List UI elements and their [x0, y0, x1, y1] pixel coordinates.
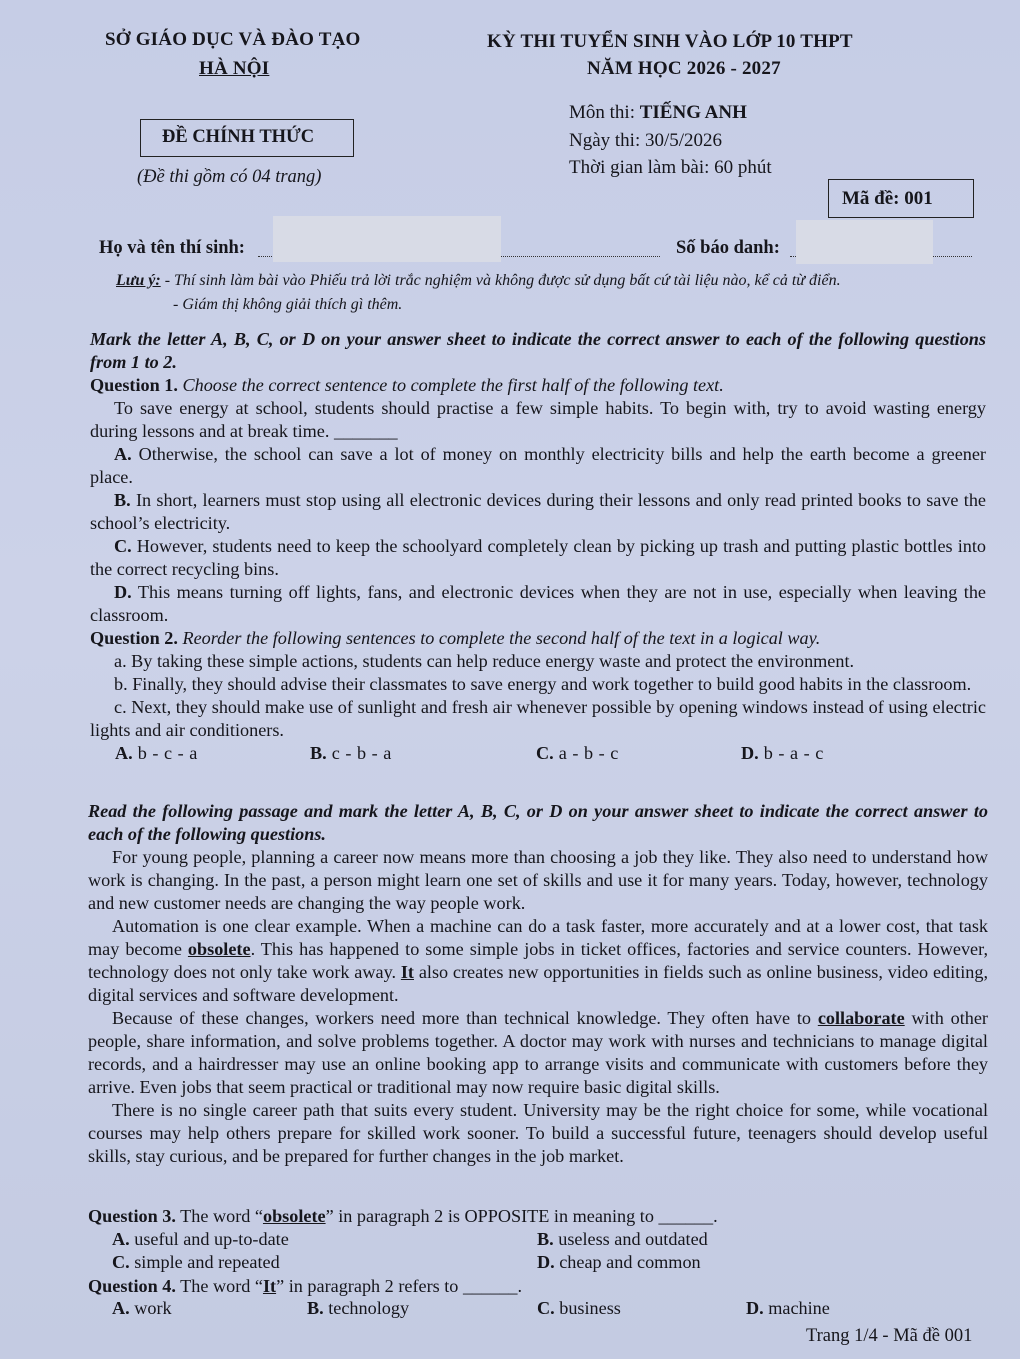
- q1-option-d-letter: D.: [114, 582, 132, 602]
- q3-option-a-text: useful and up-to-date: [129, 1229, 289, 1249]
- city-name: HÀ NỘI: [199, 58, 270, 79]
- passage-paragraph-3: [88, 1007, 988, 1099]
- exam-duration: Thời gian làm bài: 60 phút: [569, 157, 772, 178]
- q4-option-c[interactable]: [537, 1298, 621, 1319]
- question-1-passage: [90, 397, 986, 443]
- q3-option-b[interactable]: [537, 1229, 708, 1250]
- q4-option-a-letter: A.: [112, 1298, 130, 1318]
- q4-option-b-text: technology: [323, 1298, 410, 1318]
- q2-options-row: [90, 742, 986, 765]
- q3-option-a[interactable]: [112, 1229, 289, 1250]
- q1-option-b-text: In short, learners must stop using all electronic devices during their lessons and only read printed books to save the school’s electricity.: [90, 490, 986, 533]
- q4-option-d-text: machine: [763, 1298, 830, 1318]
- q2-sentence-c: c. Next, they should make use of sunlight and fresh air whenever possible by opening windows instead of using electric lights and air conditioners.: [90, 697, 986, 740]
- exam-title: KỲ THI TUYỂN SINH VÀO LỚP 10 THPT: [487, 31, 853, 52]
- exam-code-box: [828, 179, 974, 218]
- question-4-end: .: [517, 1276, 523, 1296]
- q4-option-b-letter: B.: [307, 1298, 324, 1318]
- page-count-note: (Đề thi gồm có 04 trang): [137, 167, 322, 187]
- q1-option-a-text: Otherwise, the school can save a lot of money on monthly electricity bills and help the earth become a greener place.: [90, 444, 986, 487]
- note-line-1: [116, 272, 841, 290]
- q2-option-b-text: c - b - a: [326, 743, 392, 763]
- q2-option-d-text: b - a - c: [758, 743, 824, 763]
- q2-option-a-text: b - c - a: [132, 743, 198, 763]
- redacted-id: [796, 220, 933, 264]
- question-3-label: Question 3.: [88, 1206, 176, 1226]
- official-label: ĐỀ CHÍNH THỨC: [162, 127, 315, 147]
- q4-option-d-letter: D.: [746, 1298, 764, 1318]
- q2-option-b[interactable]: [310, 742, 392, 765]
- question-4-word: It: [262, 1276, 277, 1296]
- q2-option-c-letter: C.: [536, 743, 554, 763]
- q1-option-a-letter: A.: [114, 444, 132, 464]
- section-2: [88, 800, 988, 1168]
- question-4: [88, 1275, 522, 1298]
- q2-option-c-text: a - b - c: [553, 743, 619, 763]
- official-exam-box: [140, 119, 354, 157]
- question-3-text-a: The word “: [175, 1206, 263, 1226]
- question-3-end: .: [713, 1206, 718, 1226]
- section-1-instruction: Mark the letter A, B, C, or D on your answer sheet to indicate the correct answer to each of the following questions from 1 to 2.: [90, 329, 986, 372]
- question-2-prompt: Reorder the following sentences to complete the second half of the text in a logical way.: [177, 628, 821, 648]
- question-1-prompt: Choose the correct sentence to complete the first half of the following text.: [177, 375, 724, 395]
- department-name: SỞ GIÁO DỤC VÀ ĐÀO TẠO: [105, 29, 361, 50]
- note-line-2: - Giám thị không giải thích gì thêm.: [173, 296, 403, 313]
- q3-option-b-text: useless and outdated: [553, 1229, 708, 1249]
- q3-option-d-text: cheap and common: [554, 1252, 701, 1272]
- highlight-word-obsolete: obsolete: [187, 939, 251, 959]
- q4-option-a[interactable]: [112, 1298, 172, 1319]
- q2-sentence-b: b. Finally, they should advise their classmates to save energy and work together to build good habits in the classroom.: [114, 674, 972, 694]
- question-3: [88, 1205, 718, 1228]
- question-4-blank: ______: [462, 1276, 518, 1296]
- paragraph-3-part-1: Because of these changes, workers need more than technical knowledge. They often have to: [112, 1008, 818, 1028]
- paragraph-2-part-1: Automation is one clear example. When a machine can do a task faster, more accurately and at a lower cost, that task may become: [88, 916, 988, 959]
- q3-option-b-letter: B.: [537, 1229, 554, 1249]
- school-year: NĂM HỌC 2026 - 2027: [587, 58, 781, 79]
- question-4-text-a: The word “: [175, 1276, 263, 1296]
- q3-option-d[interactable]: [537, 1252, 701, 1273]
- paragraph-2-part-3: also creates new opportunities in fields such as online business, video editing, digital services and software development.: [88, 962, 989, 1005]
- candidate-id-label: Số báo danh:: [676, 238, 780, 258]
- q3-option-c-letter: C.: [112, 1252, 130, 1272]
- q1-option-c[interactable]: [90, 535, 986, 581]
- highlight-word-it: It: [400, 962, 414, 982]
- q4-option-a-text: work: [129, 1298, 172, 1318]
- passage-paragraph-4: There is no single career path that suits every student. University may be the right choice for some, while vocational courses may help others prepare for skilled work sooner. To build a successful future, teenagers should develop useful skills, stay curious, and be prepared for further changes in the job market.: [88, 1100, 988, 1166]
- question-2: [90, 627, 986, 650]
- highlight-word-collaborate: collaborate: [817, 1008, 905, 1028]
- question-3-word: obsolete: [262, 1206, 326, 1226]
- q3-option-c-text: simple and repeated: [129, 1252, 280, 1272]
- subject-prefix: Môn thi:: [569, 102, 640, 123]
- subject-value: TIẾNG ANH: [639, 102, 747, 123]
- note-label: Lưu ý:: [116, 272, 161, 289]
- section-2-instruction: Read the following passage and mark the letter A, B, C, or D on your answer sheet to indicate the correct answer to each of the following questions.: [88, 801, 988, 844]
- q3-option-c[interactable]: [112, 1252, 280, 1273]
- question-4-label: Question 4.: [88, 1276, 176, 1296]
- q4-option-d[interactable]: [746, 1298, 830, 1319]
- q2-option-a-letter: A.: [115, 743, 133, 763]
- question-1-label: Question 1.: [90, 375, 178, 395]
- q1-option-a[interactable]: [90, 443, 986, 489]
- q2-option-a[interactable]: [115, 742, 198, 765]
- passage-paragraph-2: [88, 915, 988, 1007]
- q2-option-d[interactable]: [741, 742, 824, 765]
- question-3-text-b: ” in paragraph 2 is OPPOSITE in meaning to: [325, 1206, 659, 1226]
- exam-code: Mã đề: 001: [842, 188, 933, 209]
- question-1-passage-text: To save energy at school, students should practise a few simple habits. To begin with, try to avoid wasting energy during lessons and at break time.: [90, 398, 986, 441]
- candidate-name-label: Họ và tên thí sinh:: [99, 238, 245, 258]
- subject-line: [569, 102, 747, 124]
- question-1-blank: _______: [333, 421, 398, 441]
- q1-option-d-text: This means turning off lights, fans, and electronic devices when they are not in use, especially when leaving the classroom.: [90, 582, 986, 625]
- redacted-name: [273, 216, 501, 262]
- question-2-label: Question 2.: [90, 628, 178, 648]
- note-text-1: - Thí sinh làm bài vào Phiếu trả lời trắc nghiệm và không được sử dụng bất cứ tài liệu nào, kể cả từ điển.: [160, 272, 841, 289]
- question-1: [90, 374, 986, 397]
- q1-option-c-text: However, students need to keep the schoolyard completely clean by picking up trash and putting plastic bottles into the correct recycling bins.: [90, 536, 986, 579]
- section-1: [90, 328, 986, 765]
- q2-option-c[interactable]: [536, 742, 619, 765]
- q1-option-c-letter: C.: [114, 536, 132, 556]
- q1-option-d[interactable]: [90, 581, 986, 627]
- question-3-blank: ______: [658, 1206, 714, 1226]
- q4-option-b[interactable]: [307, 1298, 409, 1319]
- q2-sentence-a: a. By taking these simple actions, students can help reduce energy waste and protect the environment.: [114, 651, 855, 671]
- q4-option-c-text: business: [554, 1298, 621, 1318]
- q4-option-c-letter: C.: [537, 1298, 555, 1318]
- paragraph-3-part-2: with other people, share information, and solve problems together. A doctor may work with nurses and technicians to manage digital records, and a hairdresser may use an online booking app to arrange visits and communicate with customers before they arrive. Even jobs that seem practical or traditional may now require basic digital skills.: [88, 1008, 988, 1097]
- q1-option-b[interactable]: [90, 489, 986, 535]
- exam-date: Ngày thi: 30/5/2026: [569, 130, 723, 151]
- question-4-text-b: ” in paragraph 2 refers to: [276, 1276, 463, 1296]
- q3-option-d-letter: D.: [537, 1252, 555, 1272]
- page-footer: Trang 1/4 - Mã đề 001: [806, 1326, 973, 1346]
- q2-option-d-letter: D.: [741, 743, 759, 763]
- q3-option-a-letter: A.: [112, 1229, 130, 1249]
- q1-option-b-letter: B.: [114, 490, 131, 510]
- q2-option-b-letter: B.: [310, 743, 327, 763]
- paragraph-2-part-2: . This has happened to some simple jobs in ticket offices, factories and service counters. However, technology does not only take work away.: [88, 939, 988, 982]
- passage-paragraph-1: For young people, planning a career now means more than choosing a job they like. They also need to understand how work is changing. In the past, a person might learn one set of skills and use it for many years. Today, however, technology and new customer needs are changing the way people work.: [88, 847, 988, 913]
